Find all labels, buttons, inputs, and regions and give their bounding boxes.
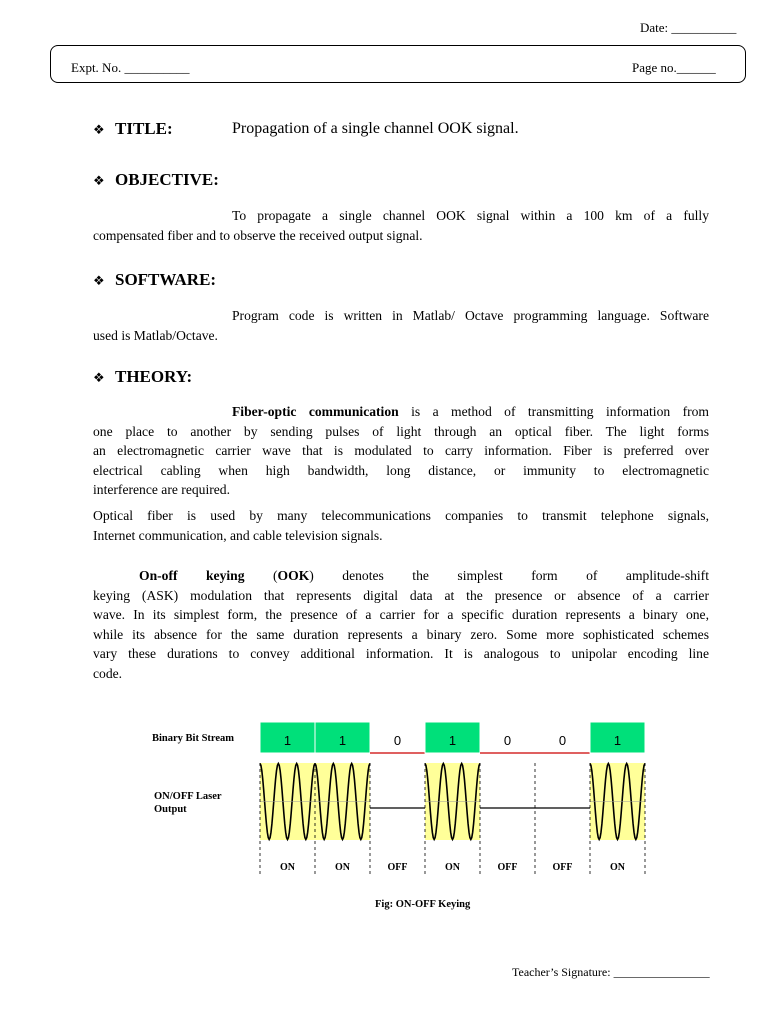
- state-label: ON: [280, 862, 295, 873]
- theory-paragraph-2: [93, 506, 709, 545]
- page-no-field: Page no.______: [632, 60, 716, 75]
- objective-heading: [93, 170, 219, 190]
- software-heading: [93, 270, 216, 290]
- state-label: OFF: [497, 862, 518, 873]
- bit-value: 1: [338, 733, 347, 748]
- theory-paragraph-3: [93, 566, 709, 683]
- software-line1: Program code is written in Matlab/ Octave programming language. Software: [232, 308, 709, 323]
- laser-output-label-line2: Output: [154, 804, 187, 815]
- theory-p3-line5: vary these durations to convey additional information. It is analogous to unipolar encoding line: [93, 646, 709, 661]
- ook-term: On-off keying: [139, 568, 245, 583]
- objective-heading-label: OBJECTIVE:: [115, 170, 219, 189]
- diamond-bullet-icon: ❖: [93, 273, 105, 288]
- theory-p1-line2: one place to another by sending pulses of light through an optical fiber. The light forms: [93, 423, 709, 439]
- date-field: Date: __________: [640, 20, 737, 35]
- title-value: Propagation of a single channel OOK signal.: [232, 120, 519, 137]
- diamond-bullet-icon: ❖: [93, 122, 105, 137]
- theory-p2-line1: Optical fiber is used by many telecommunications companies to transmit telephone signals,: [93, 508, 709, 523]
- bit-value: 0: [503, 733, 512, 748]
- expt-no-field: Expt. No. __________: [71, 60, 190, 75]
- theory-paragraph-1: [93, 402, 709, 500]
- title-heading: [93, 119, 173, 139]
- theory-p1-line5: interference are required.: [93, 482, 230, 497]
- theory-heading-label: THEORY:: [115, 367, 193, 386]
- ook-figure: [150, 716, 660, 916]
- objective-paragraph: [93, 206, 709, 245]
- software-heading-label: SOFTWARE:: [115, 270, 217, 289]
- teacher-signature-field: Teacher’s Signature: ________________: [512, 965, 710, 979]
- figure-caption: Fig: ON-OFF Keying: [375, 899, 471, 910]
- ook-diagram: [260, 722, 645, 874]
- bit-stream-label: Binary Bit Stream: [152, 733, 235, 744]
- bit-value: 0: [393, 733, 402, 748]
- theory-p3-line3: wave. In its simplest form, the presence of a carrier for a specific duration represents a binary one,: [93, 607, 709, 622]
- title-heading-label: TITLE:: [115, 119, 173, 138]
- theory-p1-line1: is a method of transmitting information from: [398, 404, 709, 419]
- state-label: ON: [610, 862, 625, 873]
- paragraph-line: [93, 402, 709, 422]
- bit-value: 1: [283, 733, 292, 748]
- software-line2: used is Matlab/Octave.: [93, 327, 218, 343]
- laser-output-label-line1: ON/OFF Laser: [154, 791, 222, 802]
- diamond-bullet-icon: ❖: [93, 370, 105, 385]
- state-label: ON: [445, 862, 460, 873]
- state-label: ON: [335, 862, 350, 873]
- theory-p1-line3: an electromagnetic carrier wave that is modulated to carry information. Fiber is preferred over: [93, 443, 709, 458]
- paren: (: [244, 568, 278, 583]
- state-label: OFF: [387, 862, 408, 873]
- theory-p1-line4: electrical cabling when high bandwidth, long distance, or immunity to electromagnetic: [93, 462, 709, 478]
- objective-line2: compensated fiber and to observe the received output signal.: [93, 227, 423, 243]
- theory-p3-line6: code.: [93, 665, 123, 681]
- theory-p3-line4: while its absence for the same duration represents a binary zero. Some more sophisticated schemes: [93, 626, 709, 642]
- theory-heading: [93, 367, 192, 387]
- objective-line1: To propagate a single channel OOK signal within a 100 km of a fully: [232, 208, 709, 223]
- bit-value: 1: [613, 733, 622, 748]
- software-paragraph: [93, 306, 709, 345]
- theory-p3-line2: keying (ASK) modulation that represents digital data at the presence or absence of a carrier: [93, 587, 709, 603]
- paragraph-line: [93, 306, 709, 326]
- fiber-optic-term: Fiber-optic communication: [232, 404, 399, 419]
- diamond-bullet-icon: ❖: [93, 173, 105, 188]
- theory-p3-line1: ) denotes the simplest form of amplitude-shift: [309, 568, 709, 583]
- theory-p2-line2: Internet communication, and cable television signals.: [93, 527, 383, 543]
- ook-abbrev: OOK: [277, 568, 310, 583]
- state-label: OFF: [552, 862, 573, 873]
- paragraph-line: [93, 566, 709, 586]
- paragraph-line: [93, 206, 709, 226]
- bit-value: 1: [448, 733, 457, 748]
- bit-value: 0: [558, 733, 567, 748]
